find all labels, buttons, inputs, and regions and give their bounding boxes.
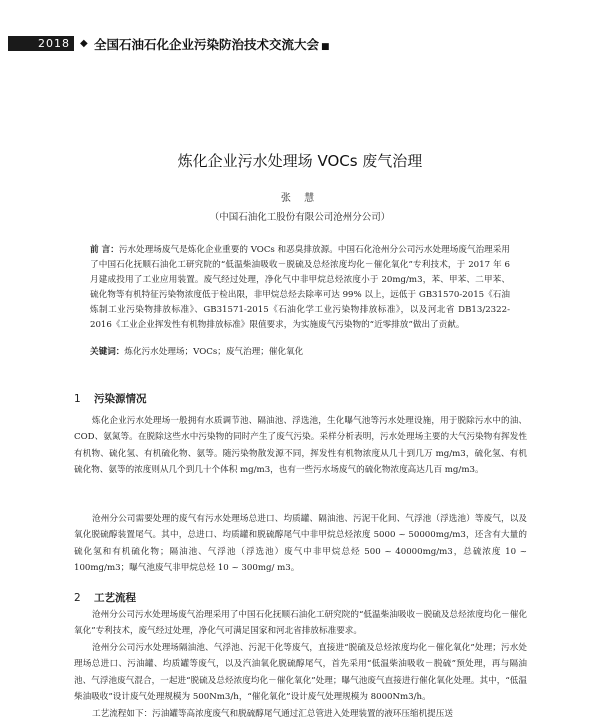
- diamond-icon: ◆: [80, 38, 88, 49]
- end-square-icon: ■: [321, 42, 330, 52]
- paper-title: 炼化企业污水处理场 VOCs 废气治理: [177, 152, 423, 170]
- section-1-paragraph-1: 炼化企业污水处理场一般拥有水质调节池、隔油池、浮选池，生化曝气池等污水处理设施，用于脱除污水中的油、COD、氨氮等。在脱除这些水中污染物的同时产生了废气污染。采样分析表明，污水处理场主要的大气污染物有挥发性有机物、硫化氢、有机硫化物、氨等。随污染物散发源不同，挥发性有机物浓度从几十到几万 mg/m3，硫化氢、有机硫化物、氨等的浓度则从几个到几十个体积 mg/m3，也有一些污水场废气的硫化物浓度高达几百 mg/m3。: [74, 416, 527, 476]
- year-badge: 2018: [8, 36, 74, 51]
- affiliation: （中国石油化工股份有限公司沧州分公司）: [209, 212, 391, 223]
- conference-title: 全国石油石化企业污染防治技术交流大会 ■: [94, 37, 330, 52]
- section-2-paragraph-1: 沧州分公司污水处理场废气治理采用了中国石化抚顺石油化工研究院的“低温柴油吸收－脱硫及总烃浓度均化－催化氧化”专利技术，废气经过处理，净化气可满足国家和河北省排放标准要求。: [74, 610, 527, 637]
- abstract-label: 前 言：: [90, 245, 119, 255]
- keywords-text: 炼化污水处理场；VOCs；废气治理；催化氧化: [124, 347, 304, 357]
- section-2-paragraph-2: 沧州分公司污水处理场隔油池、气浮池、污泥干化等废气，直接进“脱硫及总烃浓度均化－催化氧化”处理；污水处理场总进口、污油罐、均质罐等废气，以及汽油氧化脱硫醇尾气，首先采用“低温柴油吸收－脱硫”预处理，再与隔油池、气浮池废气混合，一起进“脱硫及总烃浓度均化－催化氧化”处理；曝气池废气直接进行催化氧化处理。其中，“低温柴油吸收”设计废气处理规模为 500Nm3/h，“催化氧化”设计废气处理规模为 8000Nm3/h。: [74, 643, 527, 703]
- abstract-text: 污水处理场废气是炼化企业重要的 VOCs 和恶臭排放源。中国石化沧州分公司污水处理场废气治理采用了中国石化抚顺石油化工研究院的“低温柴油吸收－脱硫及总烃浓度均化－催化氧化”专利技术，于 2017 年 6 月建成投用了工业应用装置。废气经过处理，净化气中非甲烷总烃浓度小于 20mg/m3，苯、甲苯、二甲苯、硫化物等有机特征污染物浓度低于检出限，非甲烷总烃去除率可达 99% 以上，远低于 GB31570-2015《石油炼制工业污染物排放标准》、GB31571-2015《石油化学工业污染物排放标准》，以及河北省 DB13/2322-2016《工业企业挥发性有机物排放标准》限值要求，为实施废气污染物的“近零排放”做出了贡献。: [90, 245, 510, 331]
- keywords-label: 关键词：: [90, 347, 125, 357]
- section-heading-2: 2 工艺流程: [74, 592, 136, 604]
- running-header: [8, 32, 593, 56]
- section-2-paragraph-3: 工艺流程如下：污油罐等高浓度废气和脱硫醇尾气通过汇总管进入处理装置的液环压缩机提压送: [92, 709, 453, 719]
- section-1-paragraph-2: 沧州分公司需要处理的废气有污水处理场总进口、均质罐、隔油池、污泥干化间、气浮池（浮选池）等废气，以及氧化脱硫醇装置尾气。其中，总进口、均质罐和脱硫醇尾气中非甲烷总烃浓度 5000 ~ 50000mg/m3，还含有大量的硫化氢和有机硫化物；隔油池、气浮池（浮选池）废气中非甲烷总烃 500 ~ 40000mg/m3，总硫浓度 10 ~ 100mg/m3；曝气池废气非甲烷总烃 10 ~ 300mg/ m3。: [74, 514, 527, 574]
- abstract: [90, 243, 510, 334]
- section-heading-1: 1 污染源情况: [74, 393, 147, 405]
- keywords: [90, 345, 510, 357]
- author: 张 慧: [280, 193, 320, 204]
